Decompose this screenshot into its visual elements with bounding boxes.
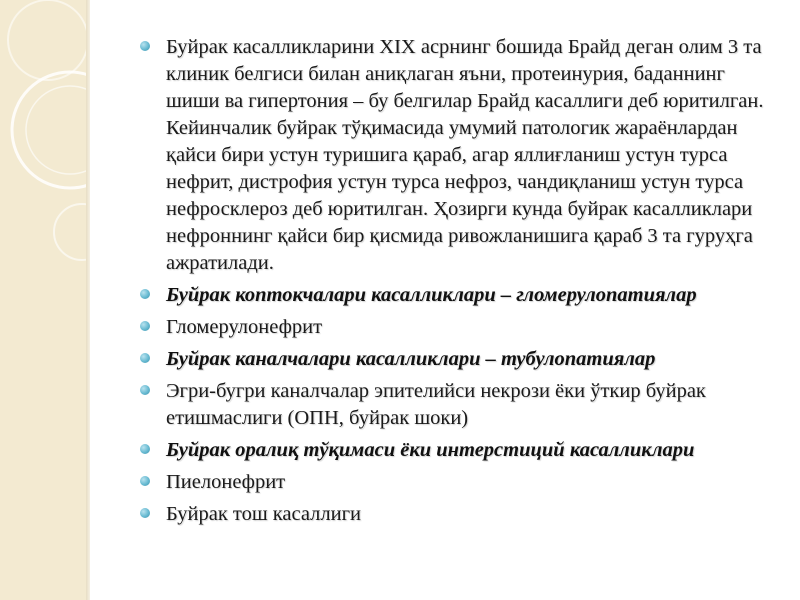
list-item-heading: Буйрак каналчалари касалликлари – тубулопатиялар bbox=[166, 348, 656, 370]
list-item-text: Пиелонефрит bbox=[166, 471, 286, 493]
slide-content bbox=[138, 34, 778, 533]
panel-divider bbox=[86, 0, 90, 600]
list-item bbox=[138, 34, 778, 277]
list-item bbox=[138, 469, 778, 496]
bullet-icon bbox=[140, 508, 150, 518]
list-item-text: Буйрак тош касаллиги bbox=[166, 503, 361, 525]
bullet-icon bbox=[140, 444, 150, 454]
decorative-circles bbox=[0, 0, 88, 600]
list-item-text: Эгри-бугри каналчалар эпителийси некрози ёки ўткир буйрак етишмаслиги (ОПН, буйрак шоки) bbox=[166, 380, 706, 429]
list-item-text: Гломерулонефрит bbox=[166, 316, 323, 338]
list-item bbox=[138, 378, 778, 432]
list-item bbox=[138, 437, 778, 464]
list-item-heading: Буйрак коптокчалари касалликлари – гломерулопатиялар bbox=[166, 284, 697, 306]
list-item-text: Буйрак касалликларини ХIХ асрнинг бошида Брайд деган олим 3 та клиник белгиси билан аниқлаган яъни, протеинурия, баданнинг шиши ва гипертония – бу белгилар Брайд касаллиги деб юритилган. Кейинчалик буйрак тўқимасида умумий патологик жараёнлардан қайси бири устун туришига қараб, агар яллиғланиш устун турса нефрит, дистрофия устун турса нефроз, чандиқланиш устун турса нефросклероз деб юритилган. Ҳозирги кунда буйрак касалликлари нефроннинг қайси бир қисмида ривожланишига қараб 3 та гуруҳга ажратилади. bbox=[166, 36, 764, 274]
list-item-heading: Буйрак оралиқ тўқимаси ёки интерстиций касалликлари bbox=[166, 439, 695, 461]
bullet-icon bbox=[140, 41, 150, 51]
bullet-icon bbox=[140, 289, 150, 299]
list-item bbox=[138, 346, 778, 373]
list-item bbox=[138, 501, 778, 528]
list-item bbox=[138, 282, 778, 309]
bullet-icon bbox=[140, 476, 150, 486]
bullet-icon bbox=[140, 385, 150, 395]
bullet-icon bbox=[140, 353, 150, 363]
decorative-side-panel bbox=[0, 0, 88, 600]
list-item bbox=[138, 314, 778, 341]
bullet-icon bbox=[140, 321, 150, 331]
bullet-list bbox=[138, 34, 778, 528]
